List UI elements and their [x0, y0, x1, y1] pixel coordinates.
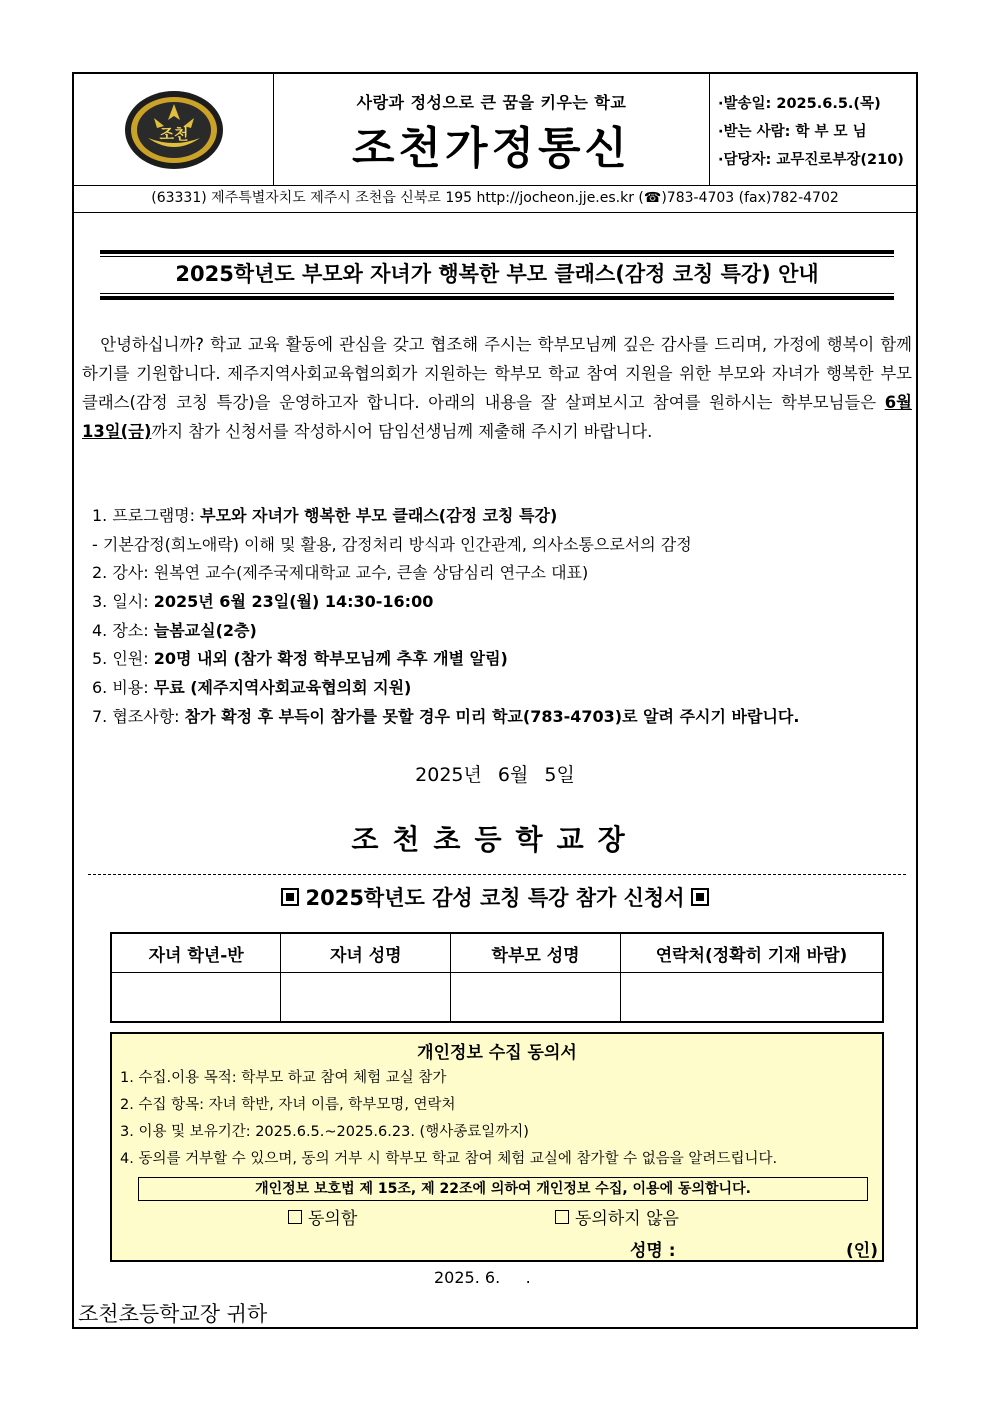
school-slogan: 사랑과 정성으로 큰 꿈을 키우는 학교: [356, 93, 627, 112]
consent-item: 4. 동의를 거부할 수 있으며, 동의 거부 시 학부모 학교 참여 체험 교실에 참가할 수 없음을 알려드립니다.: [120, 1151, 778, 1167]
consent-title: 개인정보 수집 동의서: [417, 1043, 577, 1063]
principal-signature: 조천초등학교장: [351, 823, 639, 856]
recipient-line: ·받는 사람: 학 부 모 님: [718, 124, 867, 140]
square-bullet-icon: [691, 888, 709, 906]
square-bullet-icon: [281, 888, 299, 906]
list-item: - 기본감정(희노애락) 이해 및 활용, 감정처리 방식과 인간관계, 의사소통으로서의 감정: [92, 534, 692, 554]
list-item: 4. 장소: 늘봄교실(2층): [92, 620, 257, 640]
parent-name-field[interactable]: [451, 973, 621, 1023]
agree-checkbox[interactable]: [288, 1210, 302, 1224]
intro-text-after: 까지 참가 신청서를 작성하시어 담임선생님께 제출해 주시기 바랍니다.: [151, 422, 653, 441]
sign-label: 성명 :: [630, 1241, 676, 1261]
law-statement: 개인정보 보호법 제 15조, 제 22조에 의하여 개인정보 수집, 이용에 동의합니다.: [138, 1177, 868, 1201]
list-item: 3. 일시: 2025년 6월 23일(월) 14:30-16:00: [92, 592, 434, 612]
col-parent-name: 학부모 성명: [451, 933, 621, 973]
recipient-principal: 조천초등학교장 귀하: [78, 1302, 268, 1326]
newsletter-frame: [72, 72, 918, 1329]
notice-title: 2025학년도 부모와 자녀가 행복한 부모 클래스(감정 코칭 특강) 안내: [100, 250, 894, 300]
disagree-option[interactable]: 동의하지 않음: [555, 1204, 679, 1229]
application-table: [110, 932, 884, 1023]
col-contact: 연락처(정확히 기재 바람): [620, 933, 883, 973]
cut-line: [88, 874, 906, 875]
agree-option[interactable]: 동의함: [288, 1204, 357, 1229]
meta-cell: [710, 74, 916, 185]
consent-item: 1. 수집.이용 목적: 학부모 하교 참여 체험 교실 참가: [120, 1070, 447, 1086]
school-emblem-icon: [124, 90, 224, 170]
logo-cell: [74, 74, 274, 185]
intro-text-before: 안녕하십니까? 학교 교육 활동에 관심을 갖고 협조해 주시는 학부모님께 깊은 감사를 드리며, 가정에 행복이 함께 하기를 기원합니다. 제주지역사회교육협의회가 지원하는 학부모 학교 참여 지원을 위한 부모와 자녀가 행복한 부모 클래스(감정 코칭 특강)을 운영하고자 합니다. 아래의 내용을 잘 살펴보시고 참여를 원하시는 학부모님들은: [82, 335, 912, 412]
contact-person: ·담당자: 교무진로부장(210): [718, 152, 904, 168]
deadline: 6월 13일(금): [82, 393, 912, 441]
send-date: ·발송일: 2025.6.5.(목): [718, 96, 881, 112]
school-address: (63331) 제주특별자치도 제주시 조천읍 신북로 195 http://jocheon.jje.es.kr (☎)783-4703 (fax)782-4702: [74, 185, 916, 213]
consent-item: 3. 이용 및 보유기간: 2025.6.5.~2025.6.23. (행사종료일까지): [120, 1124, 529, 1140]
list-item: 6. 비용: 무료 (제주지역사회교육협의회 지원): [92, 678, 412, 698]
seal-mark: (인): [846, 1241, 878, 1261]
newsletter-header: [74, 74, 916, 186]
contact-field[interactable]: [620, 973, 883, 1023]
col-child-name: 자녀 성명: [281, 933, 451, 973]
list-item: 5. 인원: 20명 내외 (참가 확정 학부모님께 추후 개별 알림): [92, 649, 508, 669]
emblem-text: 조천: [159, 125, 189, 143]
list-item: 1. 프로그램명: 부모와 자녀가 행복한 부모 클래스(감정 코칭 특강): [92, 506, 558, 525]
newsletter-title: 조천가정통신: [351, 123, 632, 174]
program-details: [92, 502, 922, 732]
grade-class-field[interactable]: [111, 973, 281, 1023]
child-name-field[interactable]: [281, 973, 451, 1023]
intro-paragraph: [82, 330, 912, 446]
form-title: 2025학년도 감성 코칭 특강 참가 신청서: [74, 882, 916, 912]
title-cell: [274, 74, 710, 185]
col-grade-class: 자녀 학년-반: [111, 933, 281, 973]
notice-date: 2025년 6월 5일: [415, 764, 575, 786]
consent-item: 2. 수집 항목: 자녀 학반, 자녀 이름, 학부모명, 연락처: [120, 1097, 456, 1113]
list-item: 2. 강사: 원복연 교수(제주국제대학교 교수, 큰솔 상담심리 연구소 대표): [92, 563, 589, 583]
application-date: 2025. 6. .: [434, 1268, 531, 1287]
disagree-checkbox[interactable]: [555, 1210, 569, 1224]
consent-box: [110, 1032, 884, 1262]
list-item: 7. 협조사항: 참가 확정 후 부득이 참가를 못할 경우 미리 학교(783-4703)로 알려 주시기 바랍니다.: [92, 706, 800, 726]
